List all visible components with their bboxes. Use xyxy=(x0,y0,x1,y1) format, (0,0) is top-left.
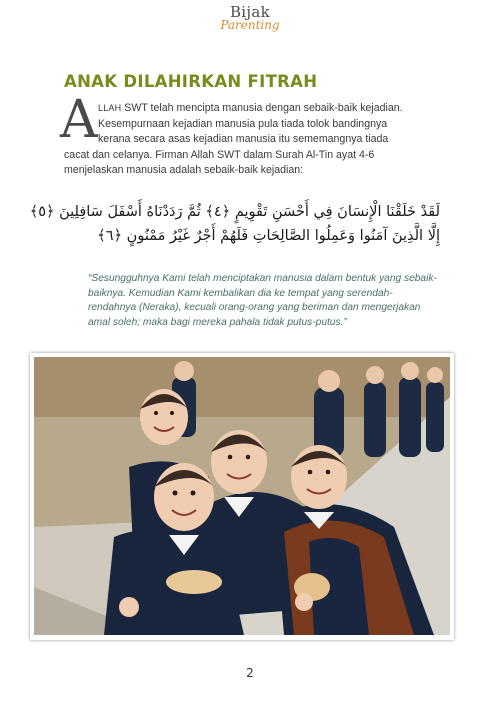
body-paragraph xyxy=(64,101,440,179)
paragraph-line-2: Kesempurnaan kejadian manusia pula tiada tolok bandingnya xyxy=(98,117,388,130)
quran-verse-line-1: لَقَدْ خَلَقْنَا الْإِنسَانَ فِي أَحْسَنِ تَقْوِيمٍ ﴿٤﴾ ثُمَّ رَدَدْنَاهُ أَسْفَلَ سَافِلِينَ ﴿٥﴾ xyxy=(29,204,440,220)
paragraph-line-5: menjelaskan manusia adalah sebaik-baik kejadian: xyxy=(64,164,304,176)
drop-cap: A xyxy=(60,90,98,150)
children-photo xyxy=(34,357,450,635)
children-photo-illustration xyxy=(34,357,450,635)
verse-translation: “Sesungguhnya Kami telah menciptakan manusia dalam bentuk yang sebaik-baiknya. Kemudian Kami kembalikan dia ke tempat yang serendah-rendahnya (Neraka), kecuali orang-orang yang beriman dan mengerjakan amal soleh; maka bagi mereka pahala tidak putus-putus.” xyxy=(88,273,437,328)
page-number: 2 xyxy=(246,666,254,680)
quran-verse-line-2: إِلَّا الَّذِينَ آمَنُوا وَعَمِلُوا الصَّالِحَاتِ فَلَهُمْ أَجْرٌ غَيْرُ مَمْنُونٍ ﴿٦﴾ xyxy=(97,228,440,244)
brand-logo xyxy=(0,4,500,32)
section-heading: ANAK DILAHIRKAN FITRAH xyxy=(64,72,318,91)
paragraph-line-4: cacat dan celanya. Firman Allah SWT dalam Surah Al-Tin ayat 4-6 xyxy=(64,148,375,161)
paragraph-line-3: kerana secara asas kejadian manusia itu sememangnya tiada xyxy=(98,133,389,145)
photo-frame xyxy=(30,353,454,640)
quran-verse xyxy=(29,200,440,248)
paragraph-line-1: LLAH SWT telah mencipta manusia dengan sebaik-baik kejadian. xyxy=(98,102,403,114)
brand-subtitle: Parenting xyxy=(220,18,280,32)
brand-name: Bijak xyxy=(229,3,270,21)
